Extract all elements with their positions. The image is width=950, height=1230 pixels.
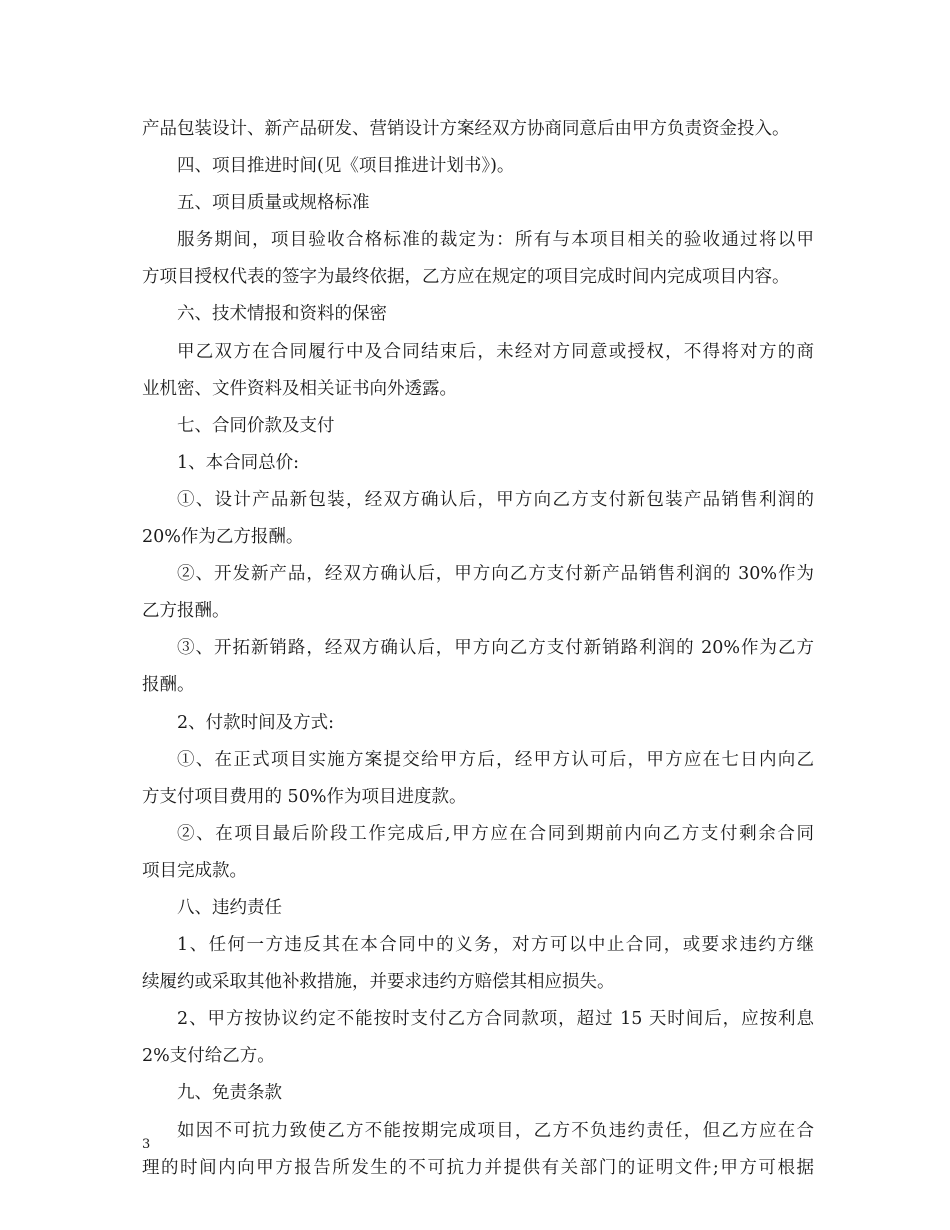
text-line: 1、本合同总价: [177, 452, 300, 473]
contract-body-text [142, 111, 814, 1187]
text-line: 方支付项目费用的 50%作为项目进度款。 [142, 786, 467, 807]
text-line: 七、合同价款及支付 [177, 415, 335, 436]
text-line: ③、开拓新销路，经双方确认后，甲方向乙方支付新销路利润的 20%作为乙方 [177, 638, 814, 659]
page-number: 3 [142, 1137, 151, 1152]
text-line: 六、技术情报和资料的保密 [177, 304, 387, 325]
text-line: 续履约或采取其他补救措施，并要求违约方赔偿其相应损失。 [142, 972, 615, 993]
text-line: 方项目授权代表的签字为最终依据，乙方应在规定的项目完成时间内完成项目内容。 [142, 267, 790, 288]
text-line: 八、违约责任 [177, 897, 282, 918]
text-line: 2%支付给乙方。 [142, 1046, 275, 1067]
text-line: 2、付款时间及方式: [177, 712, 335, 733]
text-line: 理的时间内向甲方报告所发生的不可抗力并提供有关部门的证明文件;甲方可根据 [142, 1157, 814, 1178]
text-line: 乙方报酬。 [142, 601, 230, 622]
text-line: 项目完成款。 [142, 860, 247, 881]
text-line: 五、项目质量或规格标准 [177, 193, 370, 214]
text-line: ②、在项目最后阶段工作完成后,甲方应在合同到期前内向乙方支付剩余合同 [177, 823, 814, 844]
text-line: 报酬。 [142, 675, 195, 696]
text-line: 2、甲方按协议约定不能按时支付乙方合同款项，超过 15 天时间后，应按利息 [177, 1009, 814, 1030]
text-line: 服务期间，项目验收合格标准的裁定为：所有与本项目相关的验收通过将以甲 [177, 230, 814, 251]
text-line: 产品包装设计、新产品研发、营销设计方案经双方协商同意后由甲方负责资金投入。 [142, 119, 790, 139]
text-line: ①、设计产品新包装，经双方确认后，甲方向乙方支付新包装产品销售利润的 [177, 489, 814, 510]
text-line: ②、开发新产品，经双方确认后，甲方向乙方支付新产品销售利润的 30%作为 [177, 564, 814, 585]
text-line: 1、任何一方违反其在本合同中的义务，对方可以中止合同，或要求违约方继 [177, 935, 814, 956]
text-line: 业机密、文件资料及相关证书向外透露。 [142, 378, 457, 399]
text-line: 甲乙双方在合同履行中及合同结束后，未经对方同意或授权，不得将对方的商 [177, 341, 814, 362]
text-line: 如因不可抗力致使乙方不能按期完成项目，乙方不负违约责任，但乙方应在合 [177, 1120, 814, 1141]
text-line: 九、免责条款 [177, 1083, 282, 1104]
text-line: ①、在正式项目实施方案提交给甲方后，经甲方认可后，甲方应在七日内向乙 [177, 749, 814, 770]
text-line: 四、项目推进时间(见《项目推进计划书》)。 [177, 156, 515, 177]
text-line: 20%作为乙方报酬。 [142, 527, 304, 548]
